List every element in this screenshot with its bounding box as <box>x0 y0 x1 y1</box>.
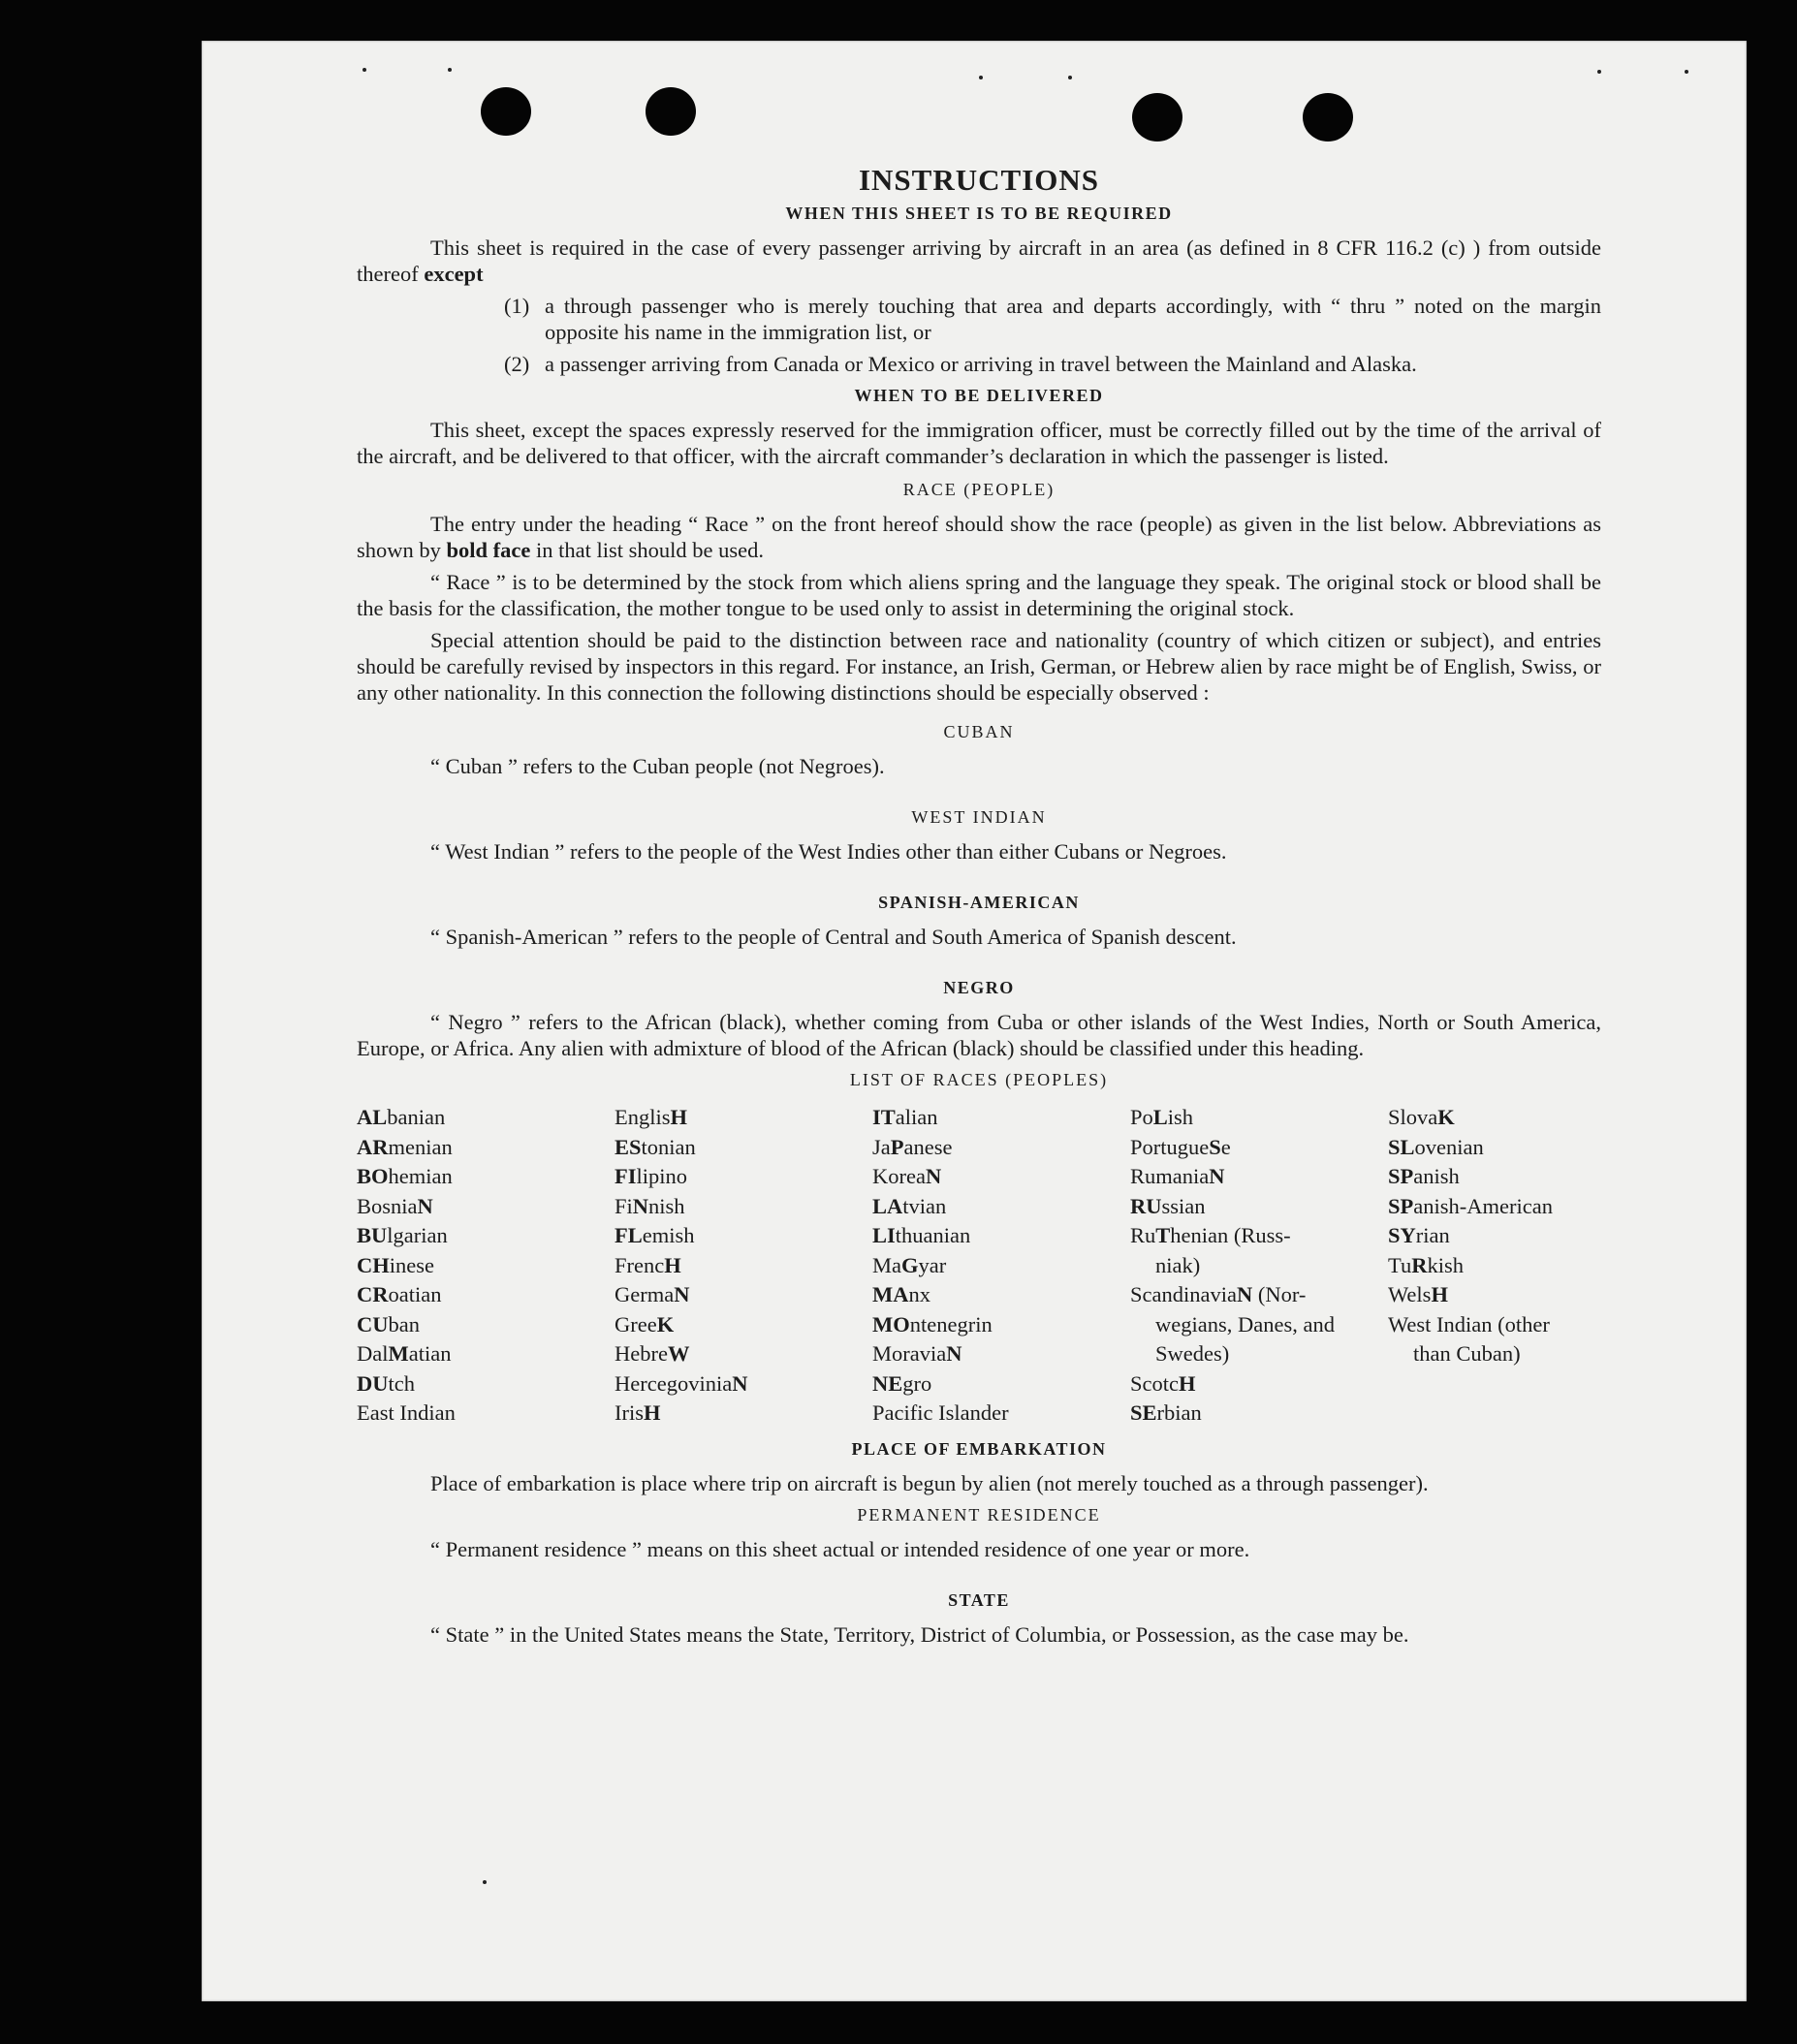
list-item: (1) a through passenger who is merely touching that area and departs accordingly, with “ thru ” noted on the margin opposite his name in the immigration list, or <box>504 294 1601 344</box>
paragraph-west-indian: “ West Indian ” refers to the people of the West Indies other than either Cubans or Negroes. <box>430 839 1227 864</box>
page-title: INSTRUCTIONS <box>858 163 1099 197</box>
race-entry: MOntenegrin <box>872 1311 993 1336</box>
paragraph-cuban: “ Cuban ” refers to the Cuban people (not Negroes). <box>430 754 885 778</box>
race-entry: CRoatian <box>357 1282 442 1306</box>
race-entry: HebreW <box>615 1341 690 1366</box>
heading-list-of-races: LIST OF RACES (PEOPLES) <box>849 1070 1109 1089</box>
race-entry: DUtch <box>357 1370 415 1396</box>
race-entry: ScotcH <box>1130 1370 1196 1396</box>
punch-hole <box>481 87 531 136</box>
heading-when-required: WHEN THIS SHEET IS TO BE REQUIRED <box>785 204 1173 223</box>
paragraph-spanish-american: “ Spanish-American ” refers to the people of Central and South America of Spanish descent. <box>430 925 1237 949</box>
paragraph-when-delivered: This sheet, except the spaces expressly reserved for the immigration officer, must be correctly filled out by the time of the arrival of the aircraft, and be delivered to that officer, with the aircraft commander’s declaration in which the passenger is listed. <box>357 418 1601 468</box>
race-entry: EStonian <box>615 1134 696 1159</box>
race-entry: RuThenian (Russ- niak) <box>1130 1223 1291 1277</box>
race-entry: MoraviaN <box>872 1341 962 1366</box>
paragraph-race-2: “ Race ” is to be determined by the stock from which aliens spring and the language they speak. The original stock or blood shall be the basis for the classification, the mother tongue to be used only to assist in determining the original stock. <box>357 570 1601 620</box>
races-list <box>357 1103 1601 1429</box>
paragraph-when-required: This sheet is required in the case of every passenger arriving by aircraft in an area (as defined in 8 CFR 116.2 (c) ) from outside thereof except <box>357 236 1601 286</box>
race-entry: ALbanian <box>357 1105 446 1129</box>
races-column <box>1130 1103 1388 1429</box>
race-entry: Pacific Islander <box>872 1400 1009 1425</box>
heading-when-delivered: WHEN TO BE DELIVERED <box>854 386 1104 405</box>
race-entry: DalMatian <box>357 1341 452 1366</box>
race-entry: West Indian (other than Cuban) <box>1388 1311 1550 1366</box>
paragraph-residence: “ Permanent residence ” means on this sheet actual or intended residence of one year or more. <box>430 1536 1250 1561</box>
race-entry: BosniaN <box>357 1193 433 1218</box>
document-page <box>202 41 1747 2001</box>
paragraph-embarkation: Place of embarkation is place where trip on aircraft is begun by alien (not merely touched as a through passenger). <box>430 1470 1429 1495</box>
races-column <box>872 1103 1130 1429</box>
race-entry: BOhemian <box>357 1164 453 1188</box>
punch-hole <box>1132 93 1182 142</box>
race-entry: NEgro <box>872 1370 932 1396</box>
heading-race: RACE (PEOPLE) <box>902 480 1056 499</box>
race-entry: East Indian <box>357 1400 456 1425</box>
race-entry: ScandinaviaN (Nor- wegians, Danes, and Swedes) <box>1130 1282 1335 1366</box>
race-entry: CUban <box>357 1311 420 1336</box>
race-entry: KoreaN <box>872 1164 942 1188</box>
races-column <box>357 1103 615 1429</box>
paragraph-race-1: The entry under the heading “ Race ” on the front hereof should show the race (people) as given in the list below. Abbreviations as shown by bold face in that list should be used. <box>357 512 1601 562</box>
race-entry: SlovaK <box>1388 1105 1455 1129</box>
instructions-text <box>357 163 1601 1653</box>
punch-hole <box>646 87 696 136</box>
race-entry: FrencH <box>615 1252 681 1277</box>
race-entry: ITalian <box>872 1105 938 1129</box>
list-item: (2) a passenger arriving from Canada or Mexico or arriving in travel between the Mainland and Alaska. <box>504 352 1417 376</box>
paragraph-negro: “ Negro ” refers to the African (black), whether coming from Cuba or other islands of the West Indies, North or South America, Europe, or Africa. Any alien with admixture of blood of the African (black) should be classified under this heading. <box>357 1010 1601 1060</box>
race-entry: PortugueSe <box>1130 1134 1231 1159</box>
race-entry: PoLish <box>1130 1105 1194 1129</box>
race-entry: SPanish <box>1388 1164 1460 1188</box>
race-entry: SYrian <box>1388 1223 1450 1247</box>
race-entry: HercegoviniaN <box>615 1370 748 1396</box>
heading-residence: PERMANENT RESIDENCE <box>857 1504 1101 1525</box>
punch-hole <box>1303 93 1353 142</box>
race-entry: LIthuanian <box>872 1223 971 1247</box>
heading-negro: NEGRO <box>943 978 1015 997</box>
heading-spanish-american: SPANISH-AMERICAN <box>878 893 1080 912</box>
race-entry: JaPanese <box>872 1134 953 1159</box>
race-entry: SPanish-American <box>1388 1193 1553 1218</box>
race-entry: CHinese <box>357 1252 434 1277</box>
race-entry: MAnx <box>872 1282 930 1306</box>
race-entry: SLovenian <box>1388 1134 1484 1159</box>
heading-west-indian: WEST INDIAN <box>911 807 1047 827</box>
race-entry: IrisH <box>615 1400 661 1425</box>
races-column <box>615 1103 872 1429</box>
heading-cuban: CUBAN <box>943 722 1015 741</box>
race-entry: SErbian <box>1130 1400 1202 1425</box>
races-column <box>1388 1103 1646 1429</box>
race-entry: LAtvian <box>872 1193 947 1218</box>
race-entry: TuRkish <box>1388 1252 1464 1277</box>
paragraph-state: “ State ” in the United States means the State, Territory, District of Columbia, or Possession, as the case may be. <box>430 1621 1409 1647</box>
race-entry: FiNnish <box>615 1193 685 1218</box>
heading-state: STATE <box>948 1589 1010 1610</box>
race-entry: ARmenian <box>357 1134 453 1159</box>
race-entry: MaGyar <box>872 1252 947 1277</box>
race-entry: BUlgarian <box>357 1223 448 1247</box>
race-entry: RUssian <box>1130 1193 1206 1218</box>
race-entry: GermaN <box>615 1282 690 1306</box>
race-entry: FIlipino <box>615 1164 688 1188</box>
race-entry: GreeK <box>615 1311 675 1336</box>
race-entry: EnglisH <box>615 1105 688 1129</box>
race-entry: FLemish <box>615 1223 695 1247</box>
race-entry: WelsH <box>1388 1282 1448 1306</box>
race-entry: RumaniaN <box>1130 1164 1225 1188</box>
heading-embarkation: PLACE OF EMBARKATION <box>851 1438 1107 1459</box>
paragraph-race-3: Special attention should be paid to the distinction between race and nationality (country of which citizen or subject), and entries should be carefully revised by inspectors in this regard. For instance, an Irish, German, or Hebrew alien by race might be of English, Swiss, or any other nationality. In this connection the following distinctions should be especially observed : <box>357 628 1601 705</box>
